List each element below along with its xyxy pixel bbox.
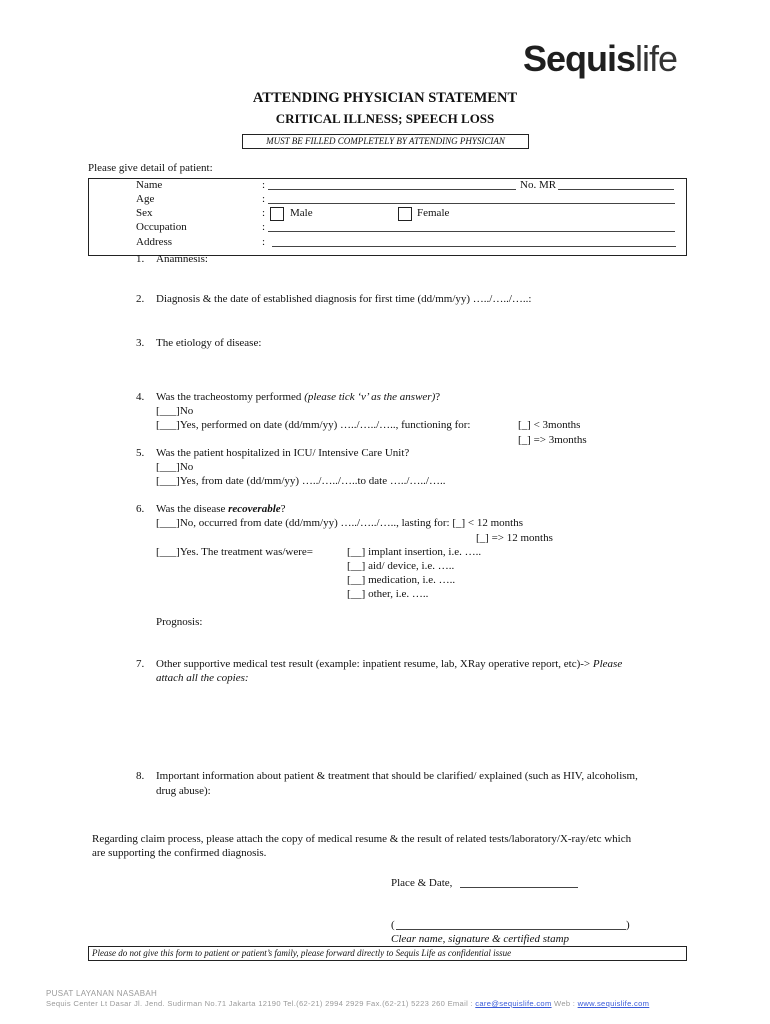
q6-prognosis: Prognosis: xyxy=(156,616,203,628)
female-label: Female xyxy=(417,207,450,219)
footer-address: Sequis Center Lt Dasar Jl. Jend. Sudirman No.71 Jakarta 12190 Tel.(62-21) 2994 2929 Fax.(62-21) 5223 260 Email : xyxy=(46,999,476,1008)
logo-text-bold: Sequis xyxy=(523,38,636,79)
q5-yes-option[interactable]: [___]Yes, from date (dd/mm/yy) …../…../…..to date …../…../….. xyxy=(156,475,446,487)
female-checkbox[interactable] xyxy=(398,207,412,221)
q6-yes-option[interactable]: [___]Yes. The treatment was/were= xyxy=(156,546,314,558)
footer-web-link[interactable]: www.sequislife.com xyxy=(577,999,650,1008)
sex-label: Sex xyxy=(136,207,153,219)
q6-question xyxy=(156,503,286,515)
q5-number: 5. xyxy=(136,447,145,459)
signature-open-paren: ( xyxy=(391,919,395,931)
q6-treatment-other[interactable]: [__] other, i.e. ….. xyxy=(347,588,429,600)
address-field[interactable] xyxy=(272,236,676,247)
signature-field[interactable] xyxy=(396,919,626,930)
q5-no-option[interactable]: [___]No xyxy=(156,461,194,473)
age-field[interactable] xyxy=(268,193,675,204)
must-fill-notice: MUST BE FILLED COMPLETELY BY ATTENDING PHYSICIAN xyxy=(242,134,529,149)
q4-less-3-months[interactable]: [_] < 3months xyxy=(518,419,581,431)
q6-treatment-aid-device[interactable]: [__] aid/ device, i.e. ….. xyxy=(347,560,455,572)
footer-email-link[interactable]: care@sequislife.com xyxy=(475,999,552,1008)
q8-line1: Important information about patient & treatment that should be clarified/ explained (such as HIV, alcoholism, xyxy=(156,770,638,782)
q7-text: Other supportive medical test result (example: inpatient resume, lab, XRay operative report, etc)-> xyxy=(156,658,593,670)
q6-more-12-months[interactable]: [_] => 12 months xyxy=(476,532,553,544)
place-date-label: Place & Date, xyxy=(391,877,453,889)
q7-number: 7. xyxy=(136,658,145,670)
occupation-field[interactable] xyxy=(268,221,675,232)
confidential-notice: Please do not give this form to patient or patient’s family, please forward directly to Sequis Life as confidential issue xyxy=(92,948,512,958)
name-colon: : xyxy=(262,179,266,191)
age-colon: : xyxy=(262,193,266,205)
q7-line2: attach all the copies: xyxy=(156,672,249,684)
patient-intro: Please give detail of patient: xyxy=(88,162,213,174)
male-checkbox[interactable] xyxy=(270,207,284,221)
confidential-notice-box xyxy=(88,946,687,961)
male-label: Male xyxy=(290,207,313,219)
address-colon: : xyxy=(262,236,266,248)
form-subtitle: CRITICAL ILLNESS; SPEECH LOSS xyxy=(275,111,495,126)
address-label: Address xyxy=(136,236,173,248)
q4-question xyxy=(156,391,440,403)
footer-heading: PUSAT LAYANAN NASABAH xyxy=(46,989,158,998)
occupation-colon: : xyxy=(262,221,266,233)
sex-colon: : xyxy=(262,207,266,219)
sequislife-logo xyxy=(523,38,677,80)
q6-recoverable: recoverable xyxy=(228,503,281,515)
name-field[interactable] xyxy=(268,179,516,190)
logo-text-light: life xyxy=(635,38,678,79)
q2-number: 2. xyxy=(136,293,145,305)
q4-more-3-months[interactable]: [_] => 3months xyxy=(518,434,587,446)
signature-close-paren: ) xyxy=(626,919,630,931)
q6-treatment-medication[interactable]: [__] medication, i.e. ….. xyxy=(347,574,456,586)
q4-no-option[interactable]: [___]No xyxy=(156,405,194,417)
footer-address-line xyxy=(46,999,649,1008)
q6-end: ? xyxy=(280,503,286,515)
q8-line2: drug abuse): xyxy=(156,785,211,797)
place-date-field[interactable] xyxy=(460,877,578,888)
name-label: Name xyxy=(136,179,163,191)
occupation-label: Occupation xyxy=(136,221,187,233)
q5-text: Was the patient hospitalized in ICU/ Intensive Care Unit? xyxy=(156,447,410,459)
closing-line2: are supporting the confirmed diagnosis. xyxy=(92,847,267,859)
q1-number: 1. xyxy=(136,253,145,265)
q2-text: Diagnosis & the date of established diagnosis for first time (dd/mm/yy) …../…../…..: xyxy=(156,293,532,305)
q4-yes-option[interactable]: [___]Yes, performed on date (dd/mm/yy) …../…../….., functioning for: xyxy=(156,419,471,431)
age-label: Age xyxy=(136,193,155,205)
q1-text: Anamnesis: xyxy=(156,253,208,265)
q4-text: Was the tracheostomy performed xyxy=(156,391,305,403)
q6-number: 6. xyxy=(136,503,145,515)
mr-field[interactable] xyxy=(558,179,674,190)
signature-label: Clear name, signature & certified stamp xyxy=(391,933,570,945)
q3-number: 3. xyxy=(136,337,145,349)
q7-line1 xyxy=(156,658,622,670)
q6-treatment-implant[interactable]: [__] implant insertion, i.e. ….. xyxy=(347,546,482,558)
q4-number: 4. xyxy=(136,391,145,403)
form-title: ATTENDING PHYSICIAN STATEMENT xyxy=(252,90,518,106)
closing-line1: Regarding claim process, please attach the copy of medical resume & the result of related tests/laboratory/X-ray/etc which xyxy=(92,833,632,845)
footer-web-label: Web : xyxy=(551,999,578,1008)
q7-please: Please xyxy=(592,658,623,670)
q3-text: The etiology of disease: xyxy=(156,337,262,349)
mr-label: No. MR xyxy=(520,179,557,191)
q6-no-option[interactable]: [___]No, occurred from date (dd/mm/yy) …../…../….., lasting for: [_] < 12 months xyxy=(156,517,523,529)
q4-end: ? xyxy=(435,391,441,403)
q8-number: 8. xyxy=(136,770,145,782)
q6-text: Was the disease xyxy=(156,503,229,515)
q4-hint: (please tick ‘v’ as the answer) xyxy=(304,391,436,403)
